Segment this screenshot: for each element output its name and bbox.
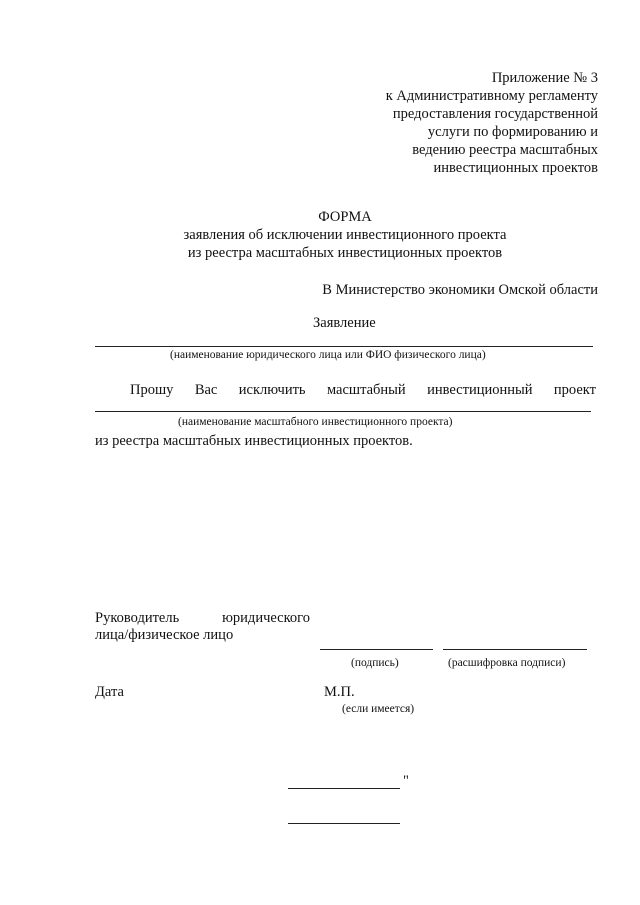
signature-decoding-input-line[interactable] [443, 649, 587, 650]
bottom-input-line[interactable] [288, 788, 400, 789]
appendix-block [298, 69, 598, 177]
request-word: исключить [238, 382, 306, 398]
statement-title: Заявление [313, 315, 376, 331]
quote-mark: " [403, 773, 409, 789]
signatory-word: юридического [222, 610, 310, 626]
applicant-caption: (наименование юридического лица или ФИО физического лица) [170, 349, 486, 361]
decoding-caption: (расшифровка подписи) [448, 657, 566, 669]
signatory-title-line2: лица/физическое лицо [95, 627, 234, 643]
request-word: Прошу [130, 382, 174, 398]
request-word: инвестиционный [427, 382, 533, 398]
request-tail: из реестра масштабных инвестиционных проектов. [95, 433, 413, 449]
signature-caption: (подпись) [351, 657, 399, 669]
project-input-line[interactable] [95, 411, 591, 412]
bottom-input-line[interactable] [288, 823, 400, 824]
appendix-line: услуги по формированию и [427, 124, 598, 140]
seal-label: М.П. [324, 684, 355, 700]
appendix-line: предоставления государственной [392, 106, 598, 122]
request-word: Вас [194, 382, 218, 398]
project-caption: (наименование масштабного инвестиционного проекта) [178, 416, 453, 428]
appendix-line: ведению реестра масштабных [412, 142, 598, 158]
date-label: Дата [95, 684, 124, 700]
signature-input-line[interactable] [320, 649, 433, 650]
appendix-line: инвестиционных проектов [433, 160, 598, 176]
form-heading: ФОРМА [318, 209, 372, 225]
request-sentence [130, 381, 596, 399]
addressee: В Министерство экономики Омской области [322, 282, 598, 298]
request-word: масштабный [326, 382, 406, 398]
signatory-word: Руководитель [95, 610, 180, 626]
seal-note: (если имеется) [342, 703, 415, 715]
form-title [140, 208, 550, 262]
form-subtitle-line: из реестра масштабных инвестиционных проектов [187, 245, 503, 261]
signatory-title [95, 609, 310, 627]
appendix-line: к Административному регламенту [385, 88, 598, 104]
applicant-input-line[interactable] [95, 346, 593, 347]
appendix-number: Приложение № 3 [491, 70, 598, 86]
request-word: проект [553, 382, 596, 398]
form-subtitle-line: заявления об исключении инвестиционного проекта [183, 227, 507, 243]
